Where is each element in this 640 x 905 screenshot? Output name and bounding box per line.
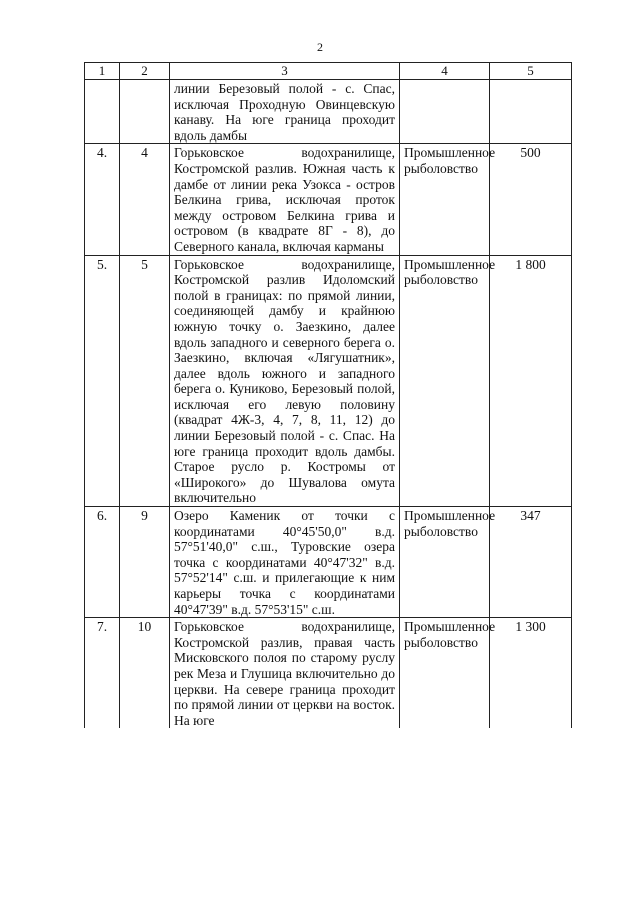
fishing-type-cell: Промышленное рыболовство — [400, 144, 490, 255]
table-row — [85, 80, 572, 144]
row-number-cell: 4. — [85, 144, 120, 255]
header-col-2: 2 — [120, 63, 170, 80]
table-row — [85, 618, 572, 729]
area-size-cell: 347 — [490, 507, 572, 618]
area-description-cell: Горьковское водохранилище, Костромской разлив. Южная часть к дамбе от линии река Узокса - остров Белкина грива, исключая проток между островом Белкина грива и островом (в квадрате 8Г - 8), до Северного канала, включая карманы — [170, 144, 400, 255]
area-size-cell: 500 — [490, 144, 572, 255]
area-number-cell: 10 — [120, 618, 170, 729]
area-number-cell: 5 — [120, 255, 170, 507]
table-row — [85, 144, 572, 255]
row-number-cell: 6. — [85, 507, 120, 618]
area-size-cell: 1 300 — [490, 618, 572, 729]
area-number-cell: 4 — [120, 144, 170, 255]
area-number-cell: 9 — [120, 507, 170, 618]
area-size-cell — [490, 80, 572, 144]
table-row — [85, 507, 572, 618]
table-row — [85, 255, 572, 507]
header-col-5: 5 — [490, 63, 572, 80]
page-number: 2 — [317, 40, 323, 54]
fishing-type-cell: Промышленное рыболовство — [400, 507, 490, 618]
header-col-4: 4 — [400, 63, 490, 80]
header-col-1: 1 — [85, 63, 120, 80]
area-description-cell: Горьковское водохранилище, Костромской разлив, правая часть Мисковского полоя по старому руслу рек Меза и Глушица включительно до церкви. На севере граница проходит по прямой линии от церкви на восток. На юге — [170, 618, 400, 729]
row-number-cell: 7. — [85, 618, 120, 729]
area-description-cell: линии Березовый полой - с. Спас, исключая Проходную Овинцевскую канаву. На юге граница проходит вдоль дамбы — [170, 80, 400, 144]
fishing-type-cell — [400, 80, 490, 144]
row-number-cell: 5. — [85, 255, 120, 507]
fishing-type-cell: Промышленное рыболовство — [400, 255, 490, 507]
row-number-cell — [85, 80, 120, 144]
fishing-areas-table — [84, 62, 572, 728]
table-header-row — [85, 63, 572, 80]
header-col-3: 3 — [170, 63, 400, 80]
fishing-type-cell: Промышленное рыболовство — [400, 618, 490, 729]
area-size-cell: 1 800 — [490, 255, 572, 507]
area-description-cell: Озеро Каменик от точки с координатами 40°45'50,0" в.д. 57°51'40,0" с.ш., Туровские озера точка с координатами 40°47'32" в.д. 57°52'14" с.ш. и прилегающие к ним карьеры точка с координатами 40°47'39" в.д. 57°53'15" с.ш. — [170, 507, 400, 618]
area-number-cell — [120, 80, 170, 144]
area-description-cell: Горьковское водохранилище, Костромской разлив Идоломский полой в границах: по прямой линии, соединяющей дамбу и крайнюю южную точку о. Заезкино, далее вдоль западного и северного берега о. Заезкино, включая «Лягушатник», далее вдоль южного и западного берега о. Куниково, Березовый полой, исключая его левую половину (квадрат 4Ж-3, 4, 7, 8, 11, 12) до линии Березовый полой - с. Спас. На юге граница проходит вдоль дамбы. Старое русло р. Костромы от «Широкого» до Шувалова омута включительно — [170, 255, 400, 507]
